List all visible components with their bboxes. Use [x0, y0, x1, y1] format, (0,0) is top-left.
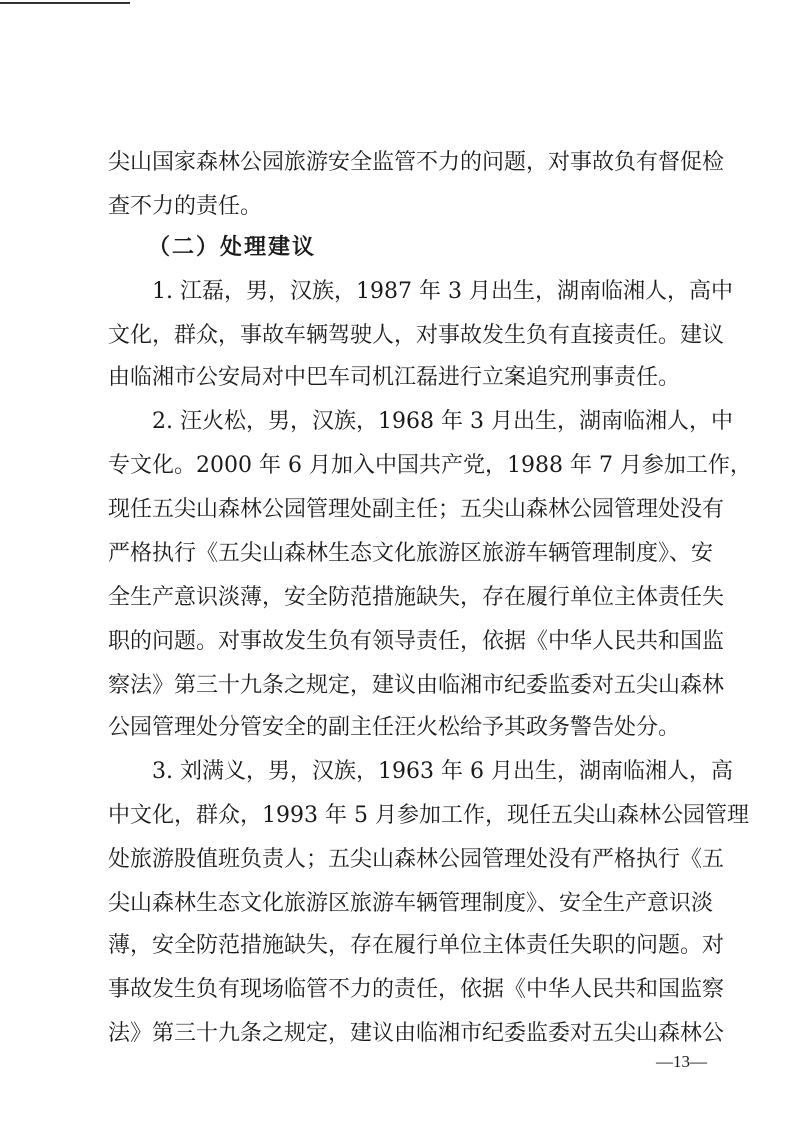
paragraph-line: 2. 汪火松，男，汉族，1968 年 3 月出生，湖南临湘人，中 [152, 409, 733, 434]
paragraph-line: 专文化。2000 年 6 月加入中国共产党，1988 年 7 月参加工作， [108, 453, 752, 478]
paragraph-line: 查不力的责任。 [108, 194, 263, 219]
paragraph-line: 处旅游股值班负责人；五尖山森林公园管理处没有严格执行《五 [108, 847, 725, 872]
paragraph-line: 察法》第三十九条之规定，建议由临湘市纪委监委对五尖山森林 [108, 673, 725, 698]
paragraph-line: 尖山森林生态文化旅游区旅游车辆管理制度》、安全生产意识淡 [108, 891, 714, 916]
page-number: —13— [656, 1052, 707, 1071]
paragraph-line: 现任五尖山森林公园管理处副主任；五尖山森林公园管理处没有 [108, 497, 725, 522]
paragraph-line: 3. 刘满义，男，汉族，1963 年 6 月出生，湖南临湘人，高 [152, 759, 733, 784]
paragraph-line: 薄，安全防范措施缺失，存在履行单位主体责任失职的问题。对 [108, 933, 725, 958]
section-heading: （二）处理建议 [148, 235, 317, 260]
paragraph-line: 尖山国家森林公园旅游安全监管不力的问题，对事故负有督促检 [108, 150, 725, 175]
paragraph-line: 全生产意识淡薄，安全防范措施缺失，存在履行单位主体责任失 [108, 585, 725, 610]
paragraph-line: 法》第三十九条之规定，建议由临湘市纪委监委对五尖山森林公 [108, 1021, 725, 1046]
paragraph-line: 公园管理处分管安全的副主任汪火松给予其政务警告处分。 [108, 715, 681, 740]
paragraph-line: 文化，群众，事故车辆驾驶人，对事故发生负有直接责任。建议 [108, 323, 725, 348]
paragraph-line: 中文化，群众，1993 年 5 月参加工作，现任五尖山森林公园管理 [108, 803, 749, 828]
paragraph-line: 严格执行《五尖山森林生态文化旅游区旅游车辆管理制度》、安 [108, 541, 714, 566]
paragraph-line: 职的问题。对事故发生负有领导责任，依据《中华人民共和国监 [108, 629, 725, 654]
paragraph-line: 由临湘市公安局对中巴车司机江磊进行立案追究刑事责任。 [108, 365, 681, 390]
paragraph-line: 1. 江磊，男，汉族，1987 年 3 月出生，湖南临湘人，高中 [152, 279, 733, 304]
scan-edge-line [0, 2, 130, 4]
paragraph-line: 事故发生负有现场临管不力的责任，依据《中华人民共和国监察 [108, 977, 725, 1002]
